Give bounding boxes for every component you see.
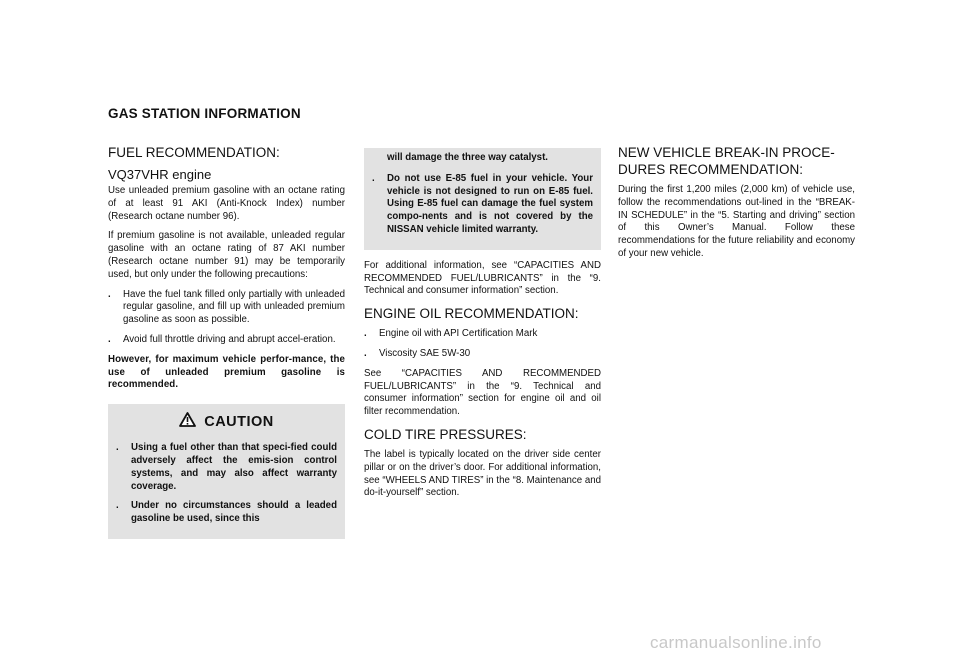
caution-box (108, 404, 345, 539)
caution-list (116, 442, 337, 526)
list-item (372, 173, 593, 237)
bullet-icon: . (116, 500, 119, 512)
paragraph: For additional information, see “CAPACITIES AND RECOMMENDED FUEL/LUBRICANTS” in the “9. Technical and consumer information” section. (364, 259, 601, 297)
bullet-icon: . (364, 328, 367, 340)
engine-subheading: VQ37VHR engine (108, 167, 212, 182)
engine-oil-heading: ENGINE OIL RECOMMENDATION: (364, 306, 579, 322)
list-item-text: Engine oil with API Certification Mark (379, 328, 538, 340)
bullet-icon: . (364, 347, 367, 359)
list-item (364, 348, 601, 361)
watermark: carmanualsonline.info (650, 633, 822, 652)
paragraph: The label is typically located on the driver side center pillar or on the driver’s door. For additional information, see “WHEELS AND TIRES” in the “8. Maintenance and do-it-yourself” section. (364, 448, 601, 499)
column-3 (618, 144, 855, 268)
paragraph: During the first 1,200 miles (2,000 km) of vehicle use, follow the recommendations out-lined in the “BREAK-IN SCHEDULE” in the “5. Starting and driving” section of this Owner’s Manual. Follow these recommendations for the future reliability and economy of your new vehicle. (618, 184, 855, 259)
column-1 (108, 144, 345, 539)
list-item-text: Viscosity SAE 5W-30 (379, 347, 471, 359)
paragraph: Use unleaded premium gasoline with an octane rating of at least 91 AKI (Anti-Knock Index) number (Research octane number 96). (108, 185, 345, 222)
column-2 (364, 148, 601, 507)
warning-triangle-icon (179, 412, 196, 432)
list-item (116, 500, 337, 526)
bullet-icon: . (108, 333, 111, 345)
list-item-text: Have the fuel tank filled only partially with unleaded regular gasoline, and fill up with unleaded premium gasoline as soon as possible. (123, 288, 345, 326)
list-item-text: Using a fuel other than that speci-fied could adversely affect the emis-sion control systems, and may also affect warranty coverage. (131, 442, 337, 492)
fuel-recommendation-heading: FUEL RECOMMENDATION: (108, 145, 280, 160)
oil-list (364, 328, 601, 361)
cold-tire-heading: COLD TIRE PRESSURES: (364, 426, 527, 442)
list-item (108, 334, 345, 347)
bold-paragraph: However, for maximum vehicle perfor-mance, the use of unleaded premium gasoline is recommended. (108, 353, 345, 391)
list-item (116, 442, 337, 493)
list-item-text: Do not use E-85 fuel in your vehicle. Your vehicle is not designed to run on E-85 fuel. Using E-85 fuel can damage the fuel system compo-nents and is not covered by the NISSAN vehicle limited warranty. (387, 172, 593, 235)
list-item-continued (372, 152, 593, 165)
list-item-text: Under no circumstances should a leaded gasoline be used, since this (131, 500, 337, 525)
bullet-icon: . (108, 288, 111, 300)
caution-box-continued (364, 148, 601, 250)
paragraph: If premium gasoline is not available, unleaded regular gasoline with an octane rating of 87 AKI number (Research octane number 91) may be temporarily used, but only under the following precautions: (108, 230, 345, 280)
caution-list (372, 152, 593, 237)
caution-title: CAUTION (204, 414, 274, 431)
list-item (108, 289, 345, 327)
page-title: GAS STATION INFORMATION (108, 106, 301, 121)
list-item-text: Avoid full throttle driving and abrupt accel-eration. (123, 333, 336, 345)
precaution-list (108, 289, 345, 347)
list-item-text: will damage the three way catalyst. (387, 152, 548, 163)
bullet-icon: . (372, 172, 375, 184)
bullet-icon: . (116, 442, 119, 454)
list-item (364, 328, 601, 341)
paragraph: See “CAPACITIES AND RECOMMENDED FUEL/LUBRICANTS” in the “9. Technical and consumer information” section for engine oil and oil filter recommendation. (364, 367, 601, 418)
caution-header (116, 412, 337, 432)
break-in-heading: NEW VEHICLE BREAK-IN PROCE-DURES RECOMMENDATION: (618, 145, 835, 177)
